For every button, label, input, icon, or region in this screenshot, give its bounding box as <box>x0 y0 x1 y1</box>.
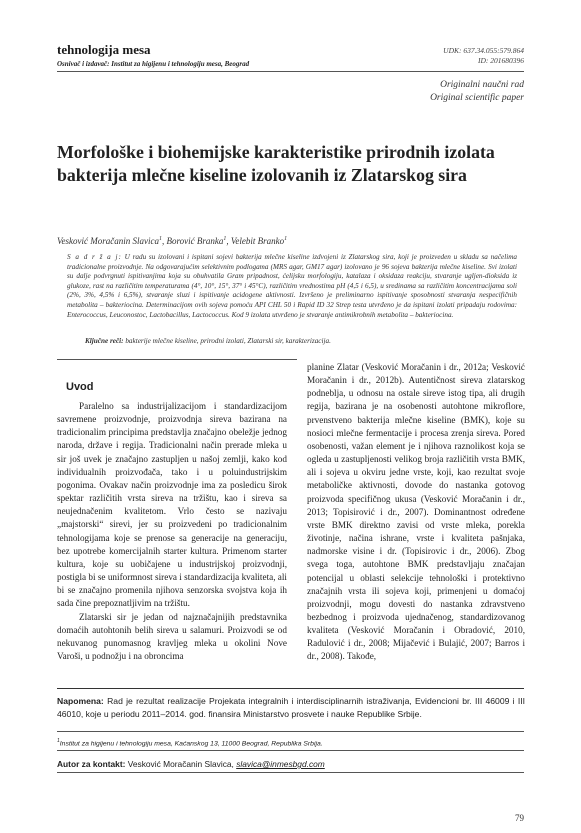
section-title: Uvod <box>66 381 94 393</box>
footnote-divider <box>57 688 524 689</box>
body-paragraph: planine Zlatar (Vesković Moračanin i dr., 2012a; Vesković Moračanin i dr., 2012b). Autentičnost sireva zlatarskog podneblja, u odnosu na ostale sireve istog tipa, ali drugih regija, bazirana je na osobenosti autohtone mikroflore, prvenstveno bakterija mlečne kiseline (BMK), koje su nosioci mlečne fermentacije i procesa zrenja sireva. Pored osobenosti, važan element je i njihova raznolikost koja se ogleda u zastupljenosti velikog broja različitih vrsta BMK, ali i sojeva u okviru jedne vrste, koji, kao rezultat svoje metaboličke aktivnosti, dovode do nastanka gotovog proizvoda specifičnog ukusa (Vesković Moračanin i dr., 2013; Topisirović i dr., 2007). Dominantnost određene vrste BMK direktno zavisi od vrste mleka, porekla životinje, načina ishrane, vrste i kvaliteta pašnjaka, nadmorske visine i dr. (Topisirovic i dr., 2006). Zbog svega toga, autohtone BMK predstavljaju značajan potencijal u oblasti selekcije tehnološki i protektivno značajnih vrsta ili sojeva koji, primenjeni u domaćoj proizvodnji, mogu dovesti do nastanka zdravstveno bezbednog i proizvoda ujednačenog, standardizovanog kvaliteta (Vesković Moračanin i Obradović, 2010, Radulović i dr., 2008; Mijačević i Bulajić, 2007; Barros i dr., 2008). Takođe, <box>307 362 525 662</box>
body-paragraph: Zlatarski sir je jedan od najznačajnijih predstavnika domaćih autohtonih belih sireva u salamuri. Proizvodi se od nekuvanog punomasnog kravljeg mleka u okolini Nove Varoši, u podnožju i na obroncima <box>57 611 287 661</box>
contact-email[interactable]: slavica@inmesbgd.com <box>236 759 325 769</box>
page-number: 79 <box>515 813 524 823</box>
abstract <box>67 253 517 320</box>
affiliation <box>57 738 323 747</box>
author-affiliation-mark: 1 <box>223 236 227 242</box>
author-affiliation-mark: 1 <box>158 236 162 242</box>
note-label: Napomena: <box>57 696 104 706</box>
contact-label: Autor za kontakt: <box>57 759 126 769</box>
footer-divider <box>57 772 524 773</box>
author-list: Vesković Moračanin Slavica$^1$, Borović Branka$^1$, Velebit Branko$^1$ <box>57 236 288 246</box>
affiliation-divider <box>57 731 524 732</box>
funding-note <box>57 695 525 721</box>
body-column-right <box>307 361 525 664</box>
body-column-left <box>57 400 287 663</box>
keywords-label: Ključne reči: <box>85 337 124 345</box>
abstract-divider <box>57 359 297 360</box>
author-name: Velebit Branko <box>230 236 285 246</box>
abstract-text: U radu su izolovani i ispitani sojevi bakterija mlečne kiseline izdvojeni iz Zlatarskog sira, koji je proizveden u skladu sa načelima tradicionalne proizvodnje. Na odgovarajućim selektivnim podlogama (MRS agar, GM17 agar) izolovano je 96 sojeva bakterija mlečne kiseline. Svi izolati su dalje podvrgnuti ispitivanjima koja su obuhvatila Gram pripadnost, ćelijsku morfologiju, katalaza i oksidaza reakciju, stvaranje ugljen-dioksida iz glukoze, rast na različitim temperaturama (4°, 10°, 15°, 37° i 45°C), različitim vrednostima pH (4,5 i 6,5), u sredinama sa različitim koncentracijama soli (2%, 3%, 4,5% i 6,5%), stvaranje sluzi i ispitivanje acidogene aktivnosti. Izvršeno je preliminarno ispitivanje sposobnosti stvaranja nespecifičnih metabolita – bakteriocina. Determinacijom ovih sojeva pomoću API CHL 50 i Rapid ID 32 Strep testa utvrđeno je da ispitani izolati pripadaju rodovima: Enterococcus, Leuconostoc, Lactobacillus, Lactococcus. Kod 9 izolata utvrđeno je stvaranje antimikrobnih metabolita – bakteriocina. <box>67 253 517 319</box>
article-type-local: Originalni naučni rad <box>440 80 524 90</box>
article-title: Morfološke i biohemijske karakteristike prirodnih izolata bakterija mlečne kiseline izolovanih iz Zlatarskog sira <box>57 142 495 185</box>
note-text: Rad je rezultat realizacije Projekata integralnih i interdisciplinarnih istraživanja, Evidencioni br. III 46009 i III 46010, koje u periodu 2011–2014. god. finansira Ministarstvo prosvete i nauke Republike Srbije. <box>57 696 526 719</box>
affiliation-mark: 1 <box>57 738 60 744</box>
keywords-text: bakterije mlečne kiseline, prirodni izolati, Zlatarski sir, karakterizacija. <box>125 337 331 345</box>
author-affiliation-mark: 1 <box>284 236 288 242</box>
publisher-line: Osnivač i izdavač: Institut za higijenu i tehnologiju mesa, Beograd <box>57 60 250 68</box>
journal-name: tehnologija mesa <box>57 42 151 57</box>
header-divider <box>57 71 524 72</box>
abstract-label: S a d r ž a j: <box>67 253 122 261</box>
author-name: Borović Branka <box>166 236 224 246</box>
author-name: Vesković Moračanin Slavica <box>57 236 159 246</box>
contact-line <box>57 759 325 769</box>
udk-code: UDK: 637.34.055:579.864 <box>443 46 524 55</box>
keywords <box>85 337 515 345</box>
body-paragraph: Paralelno sa industrijalizacijom i standardizacijom savremene proizvodnje, proizvodnja sireva bazirana na tradicionalim principima predstavlja značajno obeležje jednog naroda, države i regija. Tradicionalni način prerade mleka u sir još uvek je značajno zastupljen u našoj zemlji, kako kod individualnih proizvođača, tako i u poluindustrijskim pogonima. Ovakav način proizvodnje ima za posledicu širok spektar različitih vrsta sireva na tržištu, kao i sireva sa neujednačenim kvalitetom. Vrlo često se nazivaju „majstorski“ sirevi, jer su proizvedeni po tradicionalnim tehnologijama koje se prenose sa generacije na generaciju, bez upotrebe komercijalnih starter kultura. Primenom starter kultura, koje su uobičajene u industrijskoj proizvodnji, postigla bi se uniformnost sireva i standardizacija kvaliteta, ali bi se značajno promenila njihova senzorska svojstva koja ih sada čine prepoznatljivim na tržištu. <box>57 401 287 609</box>
article-type-english: Original scientific paper <box>430 93 524 103</box>
contact-divider <box>57 750 524 751</box>
contact-name: Vesković Moračanin Slavica, <box>127 759 234 769</box>
affiliation-text: Institut za higijenu i tehnologiju mesa, Kaćanskog 13, 11000 Beograd, Republika Srbija. <box>59 740 323 748</box>
document-id: ID: 201680396 <box>477 56 524 65</box>
